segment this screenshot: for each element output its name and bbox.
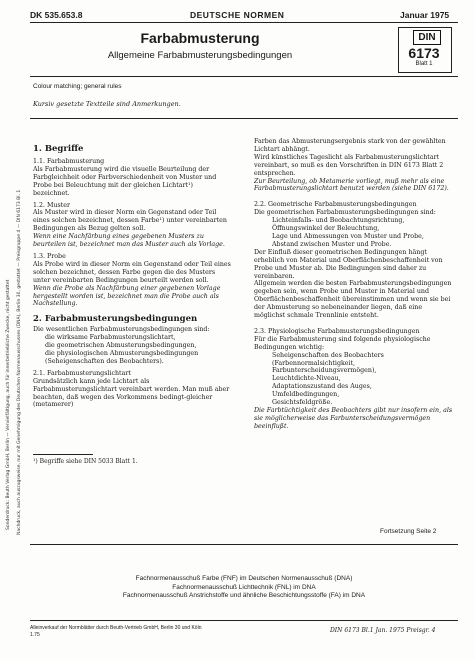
paragraph: Der Einfluß dieser geometrischen Bedingungen hängt erheblich von Material und Oberflächenbeschaffenheit von Probe und Muster ab. Die Bedingungen sind daher zu vereinbaren. [254,248,443,280]
sales-note [30,625,201,639]
paragraph: Wird künstliches Tageslicht als Farbabmusterungslichtart vereinbart, so muß es den Vorschriften in DIN 6173 Blatt 2 entsprechen. [254,153,444,177]
din-number: 6173 [408,45,440,61]
subsection-heading: 1.3. Probe [33,252,66,260]
right-column [254,138,454,431]
title-rule [30,76,458,77]
list-item: die wirksame Farbabmusterungslichtart, [45,334,176,342]
footer-rule [30,544,458,545]
list-item: die geometrischen Abmusterungsbedingungen, [45,342,197,350]
committee-line: Fachnormenausschuß Lichttechnik (FNL) im DNA [172,583,316,591]
bottom-rule [30,620,458,621]
intro-rule [30,118,458,119]
committee-line: Fachnormenausschuß Farbe (FNF) im Deutschen Normenausschuß (DNA) [135,575,353,582]
section-heading: 1. Begriffe [33,144,84,154]
committee-block [30,575,458,601]
paragraph: Für die Farbabmusterung sind folgende physiologische Bedingungen wichtig: [254,335,431,351]
dk-number: DK 535.653.8 [30,10,83,20]
side-reprint-note: Nachdruck, auch auszugsweise, nur mit Genehmigung des Deutschen Normenausschusses (DNA), Berlin 30, gestattet — Preisgruppe 4 — DIN 6173 Bl. 1 [17,189,22,535]
paragraph: Die wesentlichen Farbabmusterungsbedingungen sind: [33,326,210,334]
list-item: Abstand zwischen Muster und Probe. [272,240,392,248]
paragraph: Die geometrischen Farbabmusterungsbedingungen sind: [254,209,436,217]
list-item: Öffnungswinkel der Beleuchtung, [272,225,380,233]
note-paragraph: Wenn eine Nachfärbung eines gegebenen Musters zu beurteilen ist, bezeichnet man das Muster auch als Vorlage. [33,233,225,249]
header-deutsche-normen: DEUTSCHE NORMEN [190,10,285,20]
footnote: ¹) Begriffe siehe DIN 5033 Blatt 1. [33,458,138,465]
document-subtitle: Allgemeine Farbabmusterungsbedingungen [107,50,293,61]
list-item: Adaptationszustand des Auges, [272,383,372,391]
subsection-heading: 1.2. Muster [33,201,71,209]
continued-note: Fortsetzung Seite 2 [380,528,437,535]
document-title: Farbabmusterung [140,30,260,46]
din-sheet: Blatt 1 [415,61,433,67]
english-title: Colour matching; general rules [33,83,122,90]
document-reference: DIN 6173 Bl.1 Jan. 1975 Preisgr. 4 [330,627,436,634]
din-logo: DIN [413,30,441,45]
edition-code: 1.75 [30,632,40,638]
paragraph: Als Muster wird in dieser Norm ein Gegenstand oder Teil eines solchen bezeichnet, dessen Farbe¹) unter vereinbarten Bedingungen als Bezug gelten soll. [33,209,227,233]
left-column [33,138,231,409]
list-item: Seheigenschaften des Beobachters (Farbennormalsichtigkeit, Farbunterscheidungsvermögen), [272,351,384,375]
list-item: Umfeldbedingungen, [272,391,340,399]
list-item: Lichteinfalls- und Beobachtungsrichtung, [272,217,405,225]
italic-note: Kursiv gesetzte Textteile sind Anmerkungen. [33,100,181,108]
note-paragraph: Zur Beurteilung, ob Metamerie vorliegt, muß mehr als eine Farbabmusterungslichtart benutzt werden (siehe DIN 6172). [254,177,449,193]
list-item: Gesichtsfeldgröße. [272,399,333,407]
paragraph: Grundsätzlich kann jede Lichtart als Farbabmusterungslichtart vereinbart werden. Man muß aber beachten, daß wegen des Vorkommens bedingt-gleicher (metamerer) [33,377,230,409]
list-item: die physiologischen Abmusterungsbedingungen (Seheigenschaften des Beobachters). [45,350,199,365]
note-paragraph: Wenn die Probe als Nachfärbung einer gegebenen Vorlage hergestellt worden ist, bezeichnet man die Probe auch als Nachstellung. [33,284,221,308]
paragraph: Farben das Abmusterungsergebnis stark von der gewählten Lichtart abhängt. [254,138,446,153]
paragraph: Als Probe wird in dieser Norm ein Gegenstand oder Teil eines solchen bezeichnet, dessen Farbe gegen die des Musters unter vereinbarten Bedingungen beurteilt werden soll. [33,260,231,284]
header-date: Januar 1975 [400,10,450,20]
footnote-rule [33,454,93,455]
subsection-heading: 2.3. Physiologische Farbabmusterungsbedingungen [254,327,420,335]
paragraph: Als Farbabmusterung wird die visuelle Beurteilung der Farbgleichheit oder Farbverschiedenheit von Muster und Probe bei Beleuchtung mit der gleichen Lichtart¹) bezeichnet. [33,165,217,197]
section-heading: 2. Farbabmusterungsbedingungen [33,314,198,325]
side-copyright-note: Sonderdruck: Beuth Verlag GmbH, Berlin — Vervielfältigung, auch für innerbetriebliche Zwecke, nicht gestattet [6,279,11,530]
sales-line: Alleinverkauf der Normblätter durch Beuth-Vertrieb GmbH, Berlin 30 und Köln [30,625,202,631]
note-paragraph: Die Farbtüchtigkeit des Beobachters gibt nur insofern ein, als sie möglicherweise das Farbunterscheidungsvermögen beeinflußt. [254,407,453,430]
subsection-heading: 2.2. Geometrische Farbabmusterungsbedingungen [254,201,417,209]
list-item: Leuchtdichte-Niveau, [272,375,341,383]
paragraph: Allgemein werden die besten Farbabmusterungsbedingungen gegeben sein, wenn Probe und Muster in Material und Oberflächenbeschaffenheit übereinstimmen und wenn sie bei der Abmusterung so nebeneinander liegen, daß eine möglichst schmale Trennlinie entsteht. [254,280,452,320]
header-rule [30,22,458,23]
list-item: Lage und Abmessungen von Muster und Probe, [272,232,424,240]
subsection-heading: 1.1. Farbabmusterung [33,158,105,165]
subsection-heading: 2.1. Farbabmusterungslichtart [33,369,131,377]
committee-line: Fachnormenausschuß Anstrichstoffe und ähnliche Beschichtungsstoffe (FA) im DNA [122,592,366,600]
